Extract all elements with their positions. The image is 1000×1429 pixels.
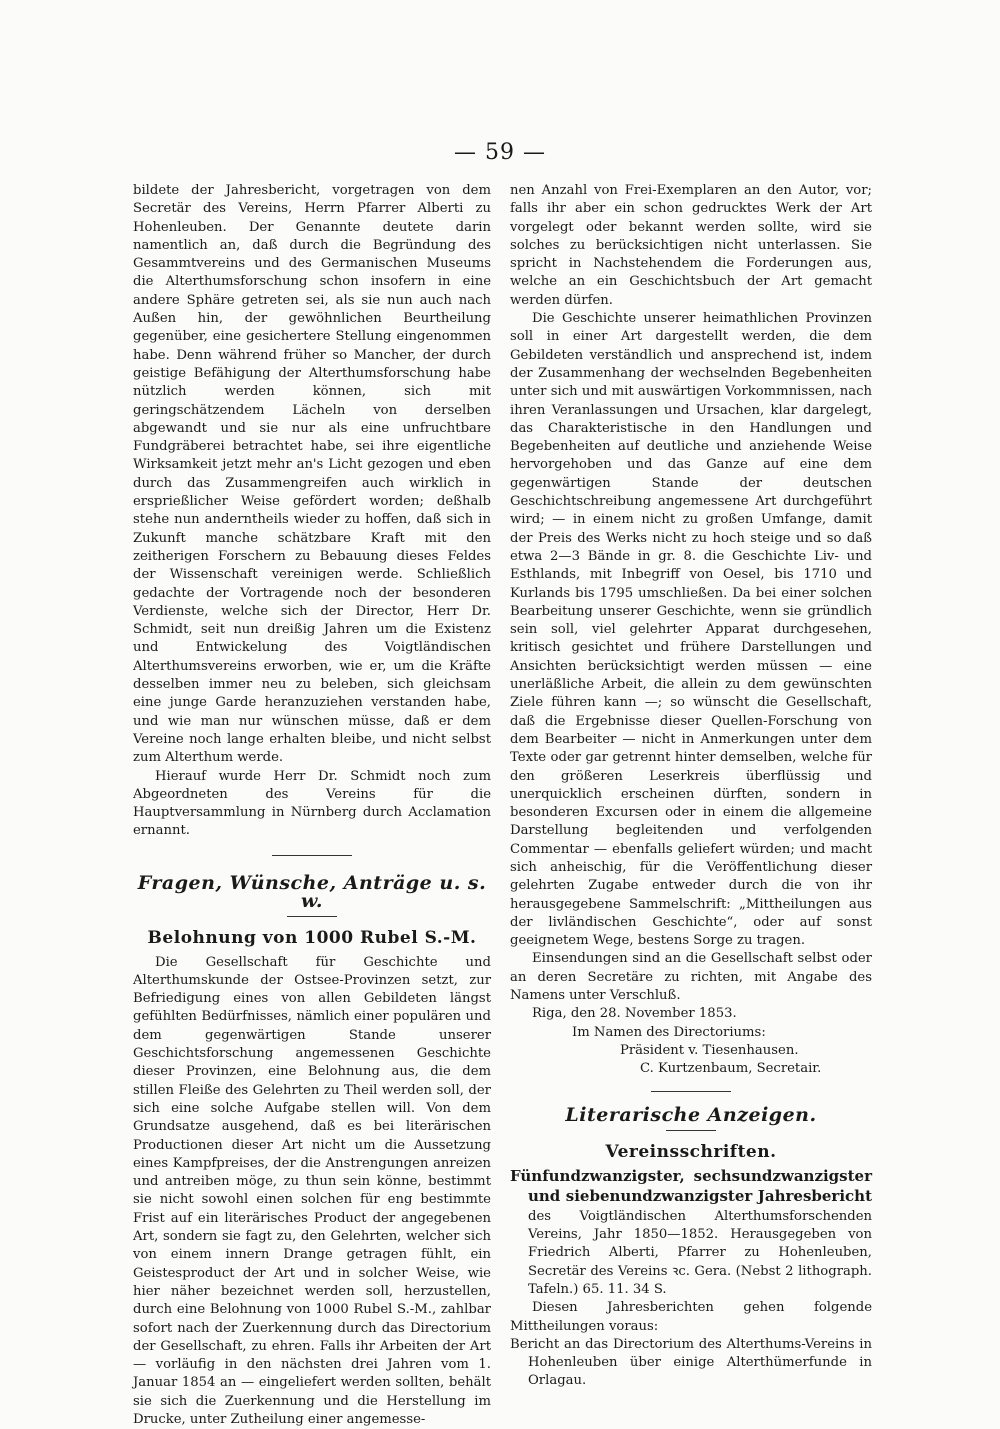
book-details: des Voigtländischen Alterthumsforschenden Vereins, Jahr 1850—1852. Herausgegeben von Friedrich Alberti, Pfarrer zu Hohenleuben, Secretär des Vereins ꝛc. Gera. (Nebst 2 lithograph. Tafeln.) 65. 11. 34 S.	[528, 1208, 872, 1297]
signature-block	[510, 1005, 872, 1078]
paragraph: Die Gesellschaft für Geschichte und Alterthumskunde der Ostsee-Provinzen setzt, zur Befriedigung eines von allen Gebildeten längst gefühlten Bedürfnisses, nämlich einer populären und dem gegenwärtigen Stande unserer Geschichtsforschung angemessenen Geschichte dieser Provinzen, eine Belohnung aus, die dem stillen Fleiße des Gelehrten zu Theil werden soll, der sich eine solche Aufgabe stellen will. Von dem Grundsatze ausgehend, daß es bei literärischen Productionen dieser Art nicht um die Aussetzung eines Kampfpreises, der die Anstrengungen anreizen und antreiben möge, zu thun sein könne, bestimmt sie nicht sowohl einen solchen für eng bestimmte Frist auf ein literärisches Product der angegebenen Art, sondern sie fagt zu, den Gelehrten, welcher sich von einem innern Drange getragen fühlt, ein Geistesproduct der Art und in solcher Weise, wie hier näher bezeichnet werden soll, herzustellen, durch eine Belohnung von 1000 Rubel S.-M., zahlbar sofort nach der Zuerkennung durch das Directorium der Gesellschaft, zu ehren. Falls ihr Arbeiten der Art — vorläufig in den nächsten drei Jahren vom 1. Januar 1854 an — eingeliefert werden sollten, behält sie sich die Zuerkennung und die Herstellung im Drucke, unter Zutheilung einer angemesse-	[133, 954, 491, 1427]
subsection-title: Vereinsschriften.	[605, 1141, 777, 1162]
paragraph: Die Geschichte unserer heimathlichen Provinzen soll in einer Art dargestellt werden, die dem Gebildeten verständlich und ansprechend ist, indem der Zusammenhang der wechselnden Begebenheiten unter sich und mit auswärtigen Vorkommnissen, nach ihren Veranlassungen und Ursachen, klar dargelegt, das Charakteristische in den Handlungen und Begebenheiten auf deutliche und anziehende Weise hervorgehoben und das Ganze auf eine dem gegenwärtigen Stande der deutschen Geschichtschreibung angemessene Art durchgeführt wird; — in einem nicht zu großen Umfange, damit der Preis des Werks nicht zu hoch steige und so daß etwa 2—3 Bände in gr. 8. die Geschichte Liv- und Esthlands, mit Inbegriff von Oesel, bis 1710 und Kurlands bis 1795 umschließen. Da bei einer solchen Bearbeitung unserer Geschichte, wenn sie gründlich sein soll, viel gelehrter Apparat durchgesehen, kritisch gesichtet und frühere Darstellungen und Ansichten berücksichtigt werden müssen — eine unerläßliche Arbeit, die allein zu dem gewünschten Ziele führen kann —; so wünscht die Gesellschaft, daß die Ergebnisse dieser Quellen-Forschung von dem Bearbeiter — nicht in Anmerkungen unter dem Texte oder gar getrennt hinter demselben, welche für den größeren Leserkreis überflüssig und unerquicklich erscheinen dürften, sondern in besonderen Excursen oder in einem die allgemeine Darstellung begleitenden und verfolgenden Commentar — ebenfalls geliefert würden; und macht sich anheischig, für die Veröffentlichung dieser gelehrten Zugabe entweder durch die von ihr herausgegebene Sammelschrift: „Mittheilungen aus der livländischen Geschichte“, oder auf sonst geeignetem Wege, bestens Sorge zu tragen.	[510, 311, 872, 949]
signature-president: Präsident v. Tiesenhausen.	[620, 1042, 799, 1058]
book-entry	[510, 1167, 872, 1299]
paragraph: Hierauf wurde Herr Dr. Schmidt noch zum Abgeordneten des Vereins für die Hauptversammlung in Nürnberg durch Acclamation ernannt.	[133, 768, 491, 839]
page-number: — 59 —	[454, 140, 546, 165]
paragraph: Einsendungen sind an die Gesellschaft selbst oder an deren Secretäre zu richten, mit Angabe des Namens unter Verschluß.	[510, 951, 872, 1004]
right-column	[510, 182, 872, 1391]
section-title: Fragen, Wünsche, Anträge u. s. w.	[137, 871, 487, 912]
section-title: Literarische Anzeigen.	[565, 1103, 817, 1126]
paragraph: nen Anzahl von Frei-Exemplaren an den Autor, vor; falls ihr aber ein schon gedrucktes Werk der Art vorgelegt oder bekannt werden sollte, wird sie solches zu berücksichtigen nicht unterlassen. Sie spricht in Nachstehendem die Forderungen aus, welche an ein Geschichtsbuch der Art gemacht werden dürfen.	[510, 183, 872, 308]
divider	[651, 1091, 731, 1092]
place-date: Riga, den 28. November 1853.	[532, 1006, 737, 1022]
signature-secretary: C. Kurtzenbaum, Secretair.	[640, 1061, 822, 1077]
divider	[666, 1130, 716, 1131]
divider	[287, 916, 337, 917]
signature-on-behalf: Im Namen des Directoriums:	[572, 1024, 766, 1040]
left-column	[133, 182, 491, 1429]
subsection-title: Belohnung von 1000 Rubel S.-M.	[147, 928, 477, 949]
paragraph: bildete der Jahresbericht, vorgetragen von dem Secretär des Vereins, Herrn Pfarrer Alberti zu Hohenleuben. Der Genannte deutete darin namentlich an, daß durch die Begründung des Gesammtvereins und des Germanischen Museums die Alterthumsforschung schon insofern in eine andere Sphäre getreten sei, als sie nun auch nach Außen hin, der gewöhnlichen Beurtheilung gegenüber, eine gesichertere Stellung eingenommen habe. Denn während früher so Mancher, der durch geistige Befähigung der Alterthumsforschung habe nützlich werden können, sich mit geringschätzendem Lächeln von derselben abgewandt und sie nur als eine unfruchtbare Fundgräberei betrachtet habe, sei ihre eigentliche Wirksamkeit jetzt mehr an's Licht gezogen und eben durch das Zusammengreifen auch wirklich in ersprießlicher Weise gefördert worden; deßhalb stehe nun anderntheils wieder zu hoffen, daß sich in Zukunft manche schätzbare Kraft mit den zeitherigen Forschern zu Bebauung dieses Feldes der Wissenschaft vereinigen werde. Schließlich gedachte der Vortragende noch der besonderen Verdienste, welche sich der Director, Herr Dr. Schmidt, seit nun dreißig Jahren um die Existenz und Entwickelung des Voigtländischen Alterthumsvereins erworben, wie er, um die Kräfte desselben immer neu zu beleben, sich gleichsam eine junge Garde heranzuziehen verstanden habe, und wie man nur wünschen müsse, daß er dem Vereine noch lange erhalten bleibe, und nicht selbst zum Alterthum werde.	[133, 183, 491, 766]
paragraph: Bericht an das Directorium des Alterthums-Vereins in Hohenleuben über einige Alterthümerfunde in Orlagau.	[510, 1336, 872, 1389]
paragraph: Diesen Jahresberichten gehen folgende Mittheilungen voraus:	[510, 1300, 872, 1334]
book-title: Fünfundzwanzigster, sechsundzwanzigster und siebenundzwanzigster Jahresbericht	[510, 1167, 872, 1206]
divider	[272, 855, 352, 856]
